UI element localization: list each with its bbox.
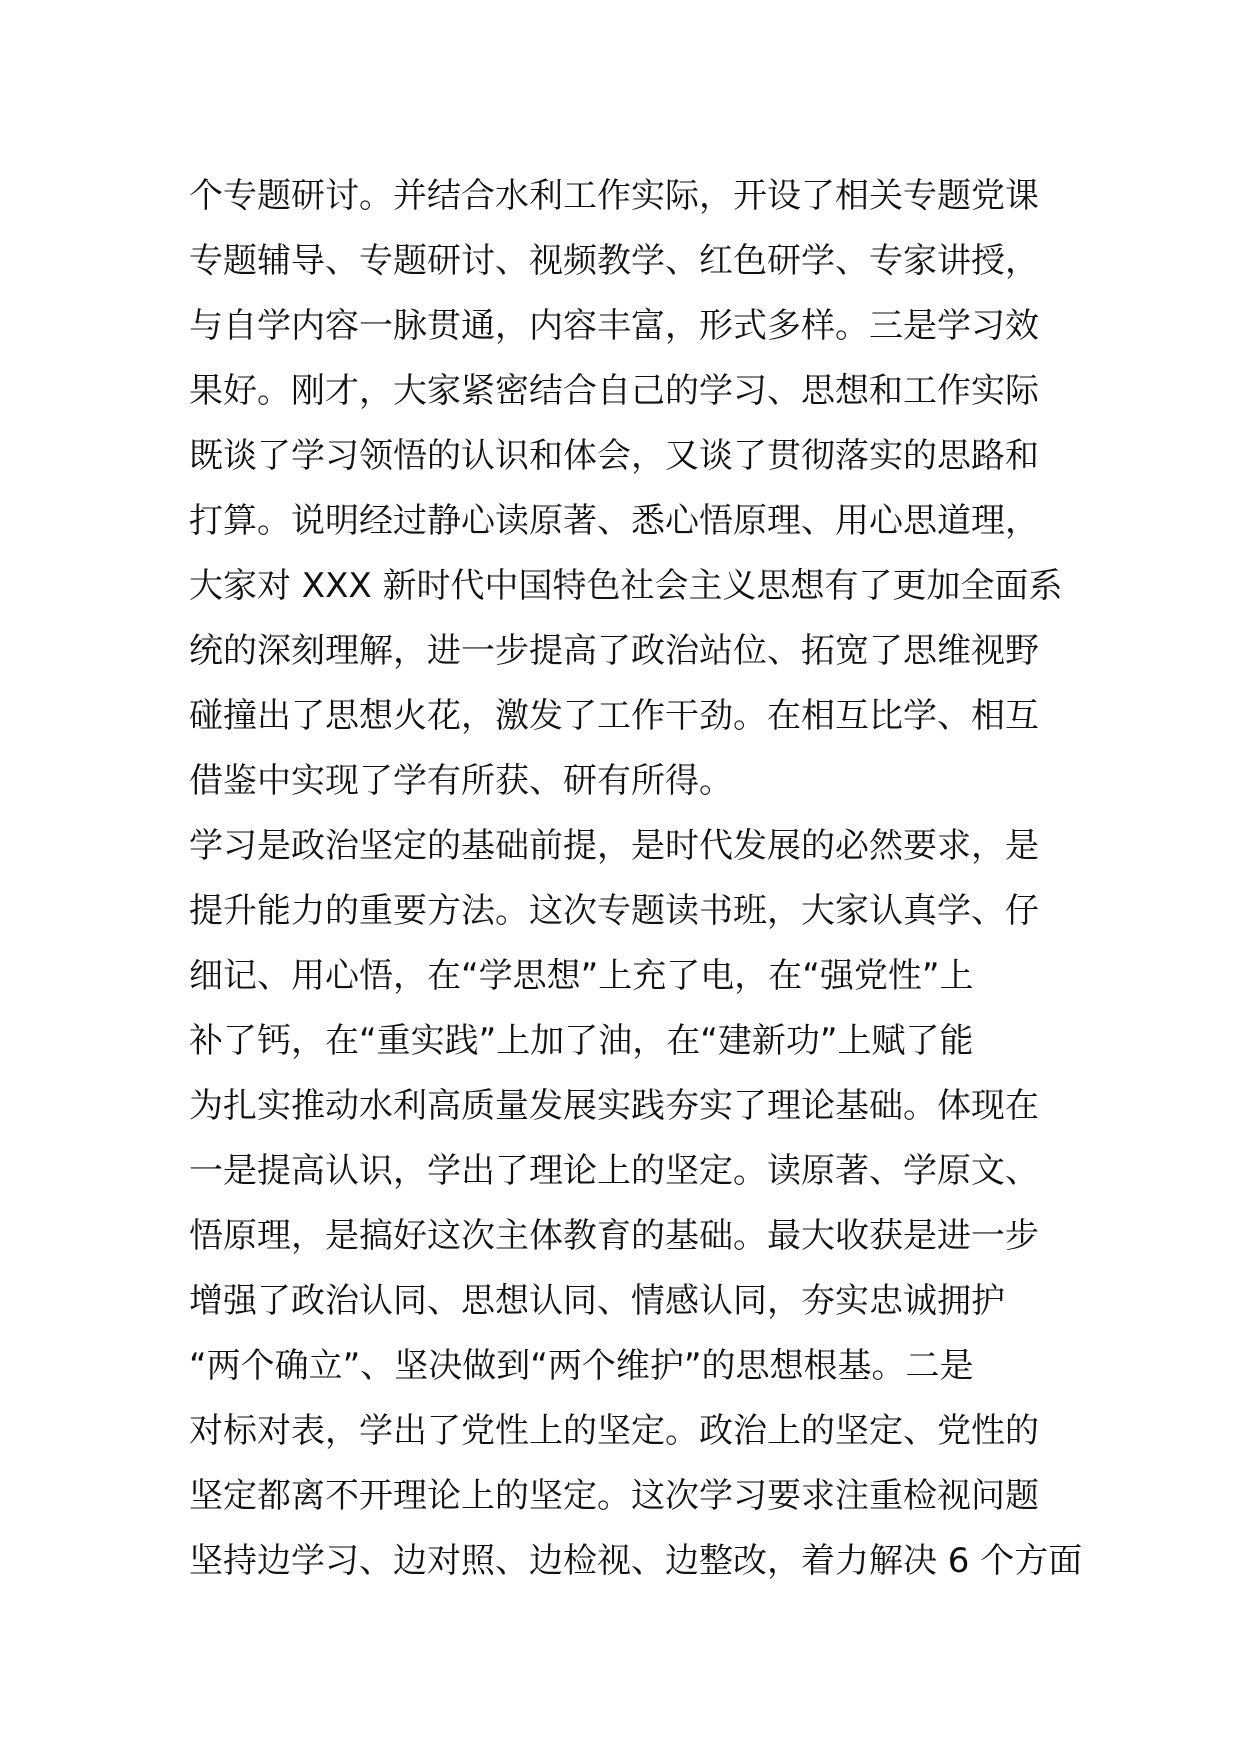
text-line: 为扎实推动水利高质量发展实践夯实了理论基础。体现在 [189,1086,1039,1126]
text-line: 既谈了学习领悟的认识和体会，又谈了贯彻落实的思路和 [189,436,1039,476]
text-line: “两个确立”、坚决做到“两个维护”的思想根基。二是 [189,1346,974,1386]
text-line: 大家对 XXX 新时代中国特色社会主义思想有了更加全面系 [189,566,1063,606]
text-line: 专题辅导、专题研讨、视频教学、红色研学、专家讲授， [189,241,1039,281]
text-line: 补了钙，在“重实践”上加了油，在“建新功”上赋了能 [189,1021,974,1061]
text-line: 借鉴中实现了学有所获、研有所得。 [189,761,733,801]
text-line: 与自学内容一脉贯通，内容丰富，形式多样。三是学习效 [189,306,1039,346]
text-line: 坚定都离不开理论上的坚定。这次学习要求注重检视问题 [189,1476,1039,1516]
text-line: 学习是政治坚定的基础前提，是时代发展的必然要求，是 [189,826,1039,866]
text-line: 打算。说明经过静心读原著、悉心悟原理、用心思道理， [189,501,1039,541]
text-line: 一是提高认识，学出了理论上的坚定。读原著、学原文、 [189,1151,1039,1191]
text-line: 坚持边学习、边对照、边检视、边整改，着力解决 6 个方面 [189,1541,1083,1581]
body-text [189,164,1083,1594]
text-line: 提升能力的重要方法。这次专题读书班，大家认真学、仔 [189,891,1039,931]
text-line: 果好。刚才，大家紧密结合自己的学习、思想和工作实际 [189,371,1039,411]
text-line: 统的深刻理解，进一步提高了政治站位、拓宽了思维视野 [189,631,1039,671]
text-line: 细记、用心悟，在“学思想”上充了电，在“强党性”上 [189,956,974,996]
text-line: 对标对表，学出了党性上的坚定。政治上的坚定、党性的 [189,1411,1039,1451]
text-line: 增强了政治认同、思想认同、情感认同，夯实忠诚拥护 [189,1281,1005,1321]
text-line: 碰撞出了思想火花，激发了工作干劲。在相互比学、相互 [189,696,1039,736]
text-line: 个专题研讨。并结合水利工作实际，开设了相关专题党课 [189,176,1039,216]
text-line: 悟原理，是搞好这次主体教育的基础。最大收获是进一步 [189,1216,1039,1256]
